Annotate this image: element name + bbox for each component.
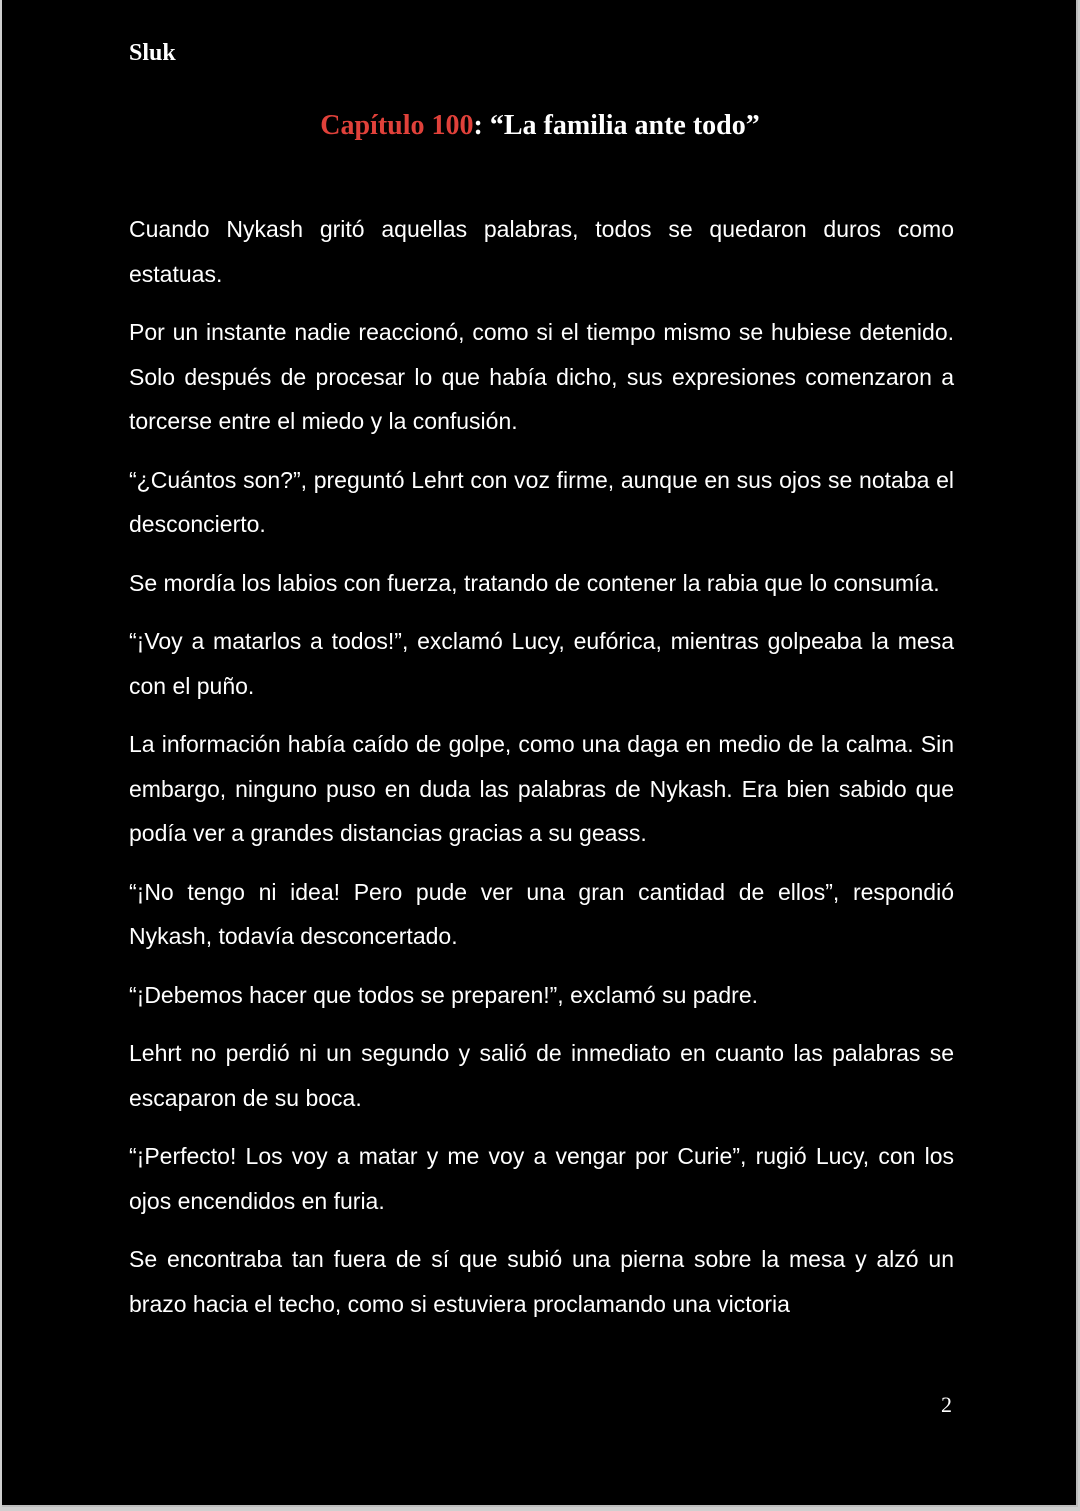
chapter-number: Capítulo 100 — [320, 110, 474, 141]
paragraph: “¡Perfecto! Los voy a matar y me voy a vengar por Curie”, rugió Lucy, con los ojos encendidos en furia. — [129, 1143, 954, 1214]
paragraph: Cuando Nykash gritó aquellas palabras, todos se quedaron duros como estatuas. — [129, 216, 954, 287]
paragraph: Por un instante nadie reaccionó, como si el tiempo mismo se hubiese detenido. Solo después de procesar lo que había dicho, sus expresiones comenzaron a torcerse entre el miedo y la confusión. — [129, 319, 954, 434]
chapter-title-separator: : — [473, 110, 490, 141]
author-header: Sluk — [129, 40, 176, 66]
paragraph: “¿Cuántos son?”, preguntó Lehrt con voz firme, aunque en sus ojos se notaba el desconcierto. — [129, 466, 954, 537]
paragraph: Lehrt no perdió ni un segundo y salió de inmediato en cuanto las palabras se escaparon de su boca. — [129, 1040, 954, 1111]
chapter-title — [2, 110, 1078, 142]
paragraph: Se encontraba tan fuera de sí que subió una pierna sobre la mesa y alzó un brazo hacia el techo, como si estuviera proclamando una victoria — [129, 1246, 954, 1317]
page-number: 2 — [941, 1392, 952, 1417]
paragraph: “¡No tengo ni idea! Pero pude ver una gran cantidad de ellos”, respondió Nykash, todavía desconcertado. — [129, 878, 954, 949]
document-page — [2, 0, 1078, 1507]
paragraph: Se mordía los labios con fuerza, tratando de contener la rabia que lo consumía. — [129, 569, 940, 596]
chapter-title-text: “La familia ante todo” — [489, 110, 760, 141]
paragraph: La información había caído de golpe, como una daga en medio de la calma. Sin embargo, ninguno puso en duda las palabras de Nykash. Era bien sabido que podía ver a grandes distancias gracias a su geass. — [129, 731, 954, 846]
paragraph: “¡Voy a matarlos a todos!”, exclamó Lucy, eufórica, mientras golpeaba la mesa con el puño. — [129, 628, 954, 699]
chapter-body — [129, 207, 954, 1340]
paragraph: “¡Debemos hacer que todos se preparen!”, exclamó su padre. — [129, 981, 758, 1008]
